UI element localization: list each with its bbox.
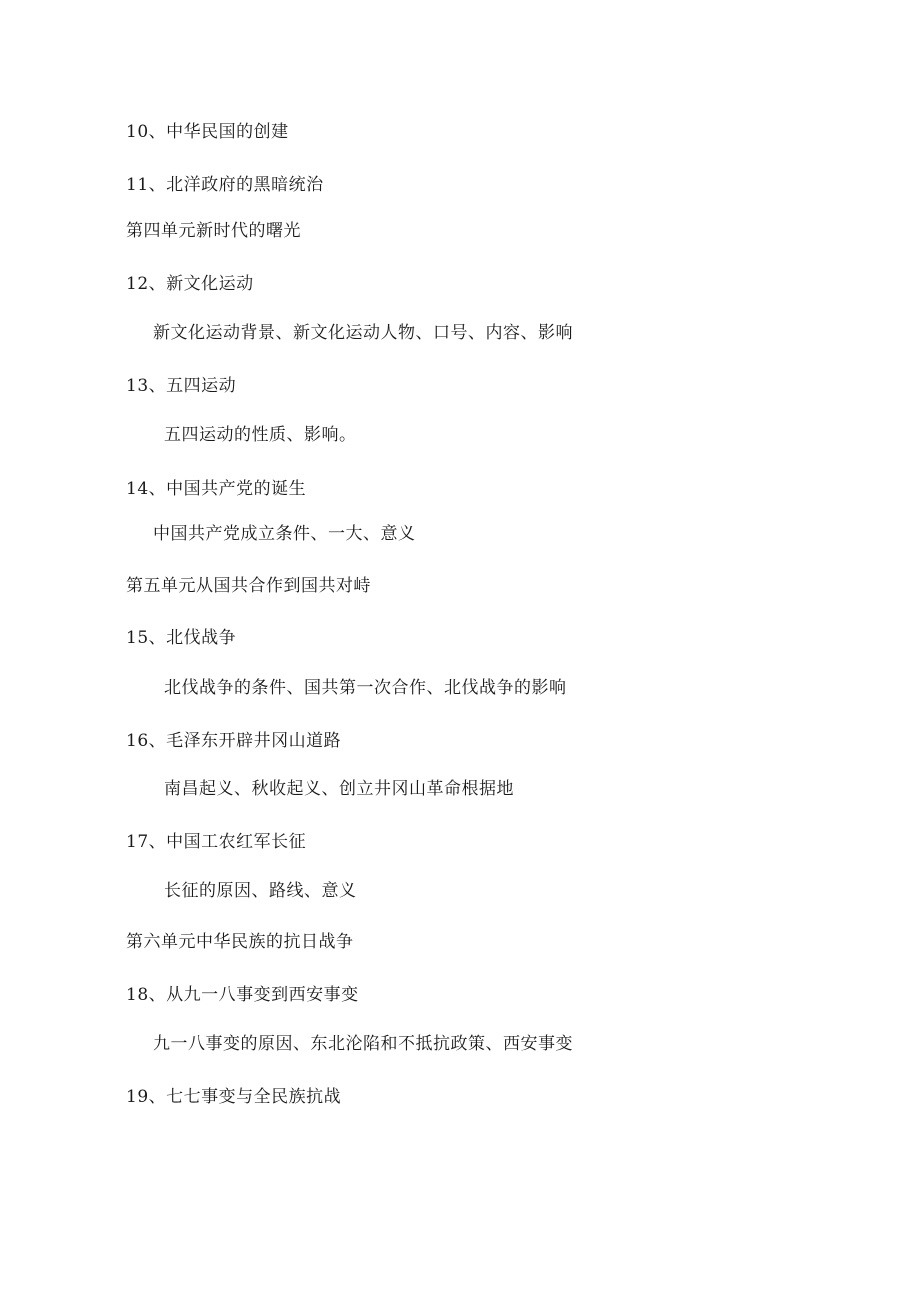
lesson-16-detail: 南昌起义、秋收起义、创立井冈山革命根据地 — [164, 779, 514, 799]
lesson-11-title: 11、北洋政府的黑暗统治 — [126, 175, 324, 195]
lesson-18-title: 18、从九一八事变到西安事变 — [126, 985, 359, 1005]
unit-5-heading: 第五单元从国共合作到国共对峙 — [126, 576, 371, 596]
lesson-12-detail: 新文化运动背景、新文化运动人物、口号、内容、影响 — [153, 323, 573, 343]
lesson-13-title: 13、五四运动 — [126, 376, 237, 396]
unit-6-heading: 第六单元中华民族的抗日战争 — [126, 932, 354, 952]
lesson-19-title: 19、七七事变与全民族抗战 — [126, 1087, 342, 1107]
unit-4-heading: 第四单元新时代的曙光 — [126, 221, 301, 241]
lesson-18-detail: 九一八事变的原因、东北沦陷和不抵抗政策、西安事变 — [153, 1034, 573, 1054]
lesson-13-detail: 五四运动的性质、影响。 — [164, 425, 357, 445]
lesson-14-title: 14、中国共产党的诞生 — [126, 479, 307, 499]
lesson-14-detail: 中国共产党成立条件、一大、意义 — [153, 524, 416, 544]
lesson-16-title: 16、毛泽东开辟井冈山道路 — [126, 731, 342, 751]
lesson-17-detail: 长征的原因、路线、意义 — [164, 881, 357, 901]
lesson-15-detail: 北伐战争的条件、国共第一次合作、北伐战争的影响 — [164, 678, 567, 698]
lesson-17-title: 17、中国工农红军长征 — [126, 832, 307, 852]
lesson-15-title: 15、北伐战争 — [126, 628, 237, 648]
lesson-12-title: 12、新文化运动 — [126, 274, 254, 294]
lesson-10-title: 10、中华民国的创建 — [126, 122, 289, 142]
